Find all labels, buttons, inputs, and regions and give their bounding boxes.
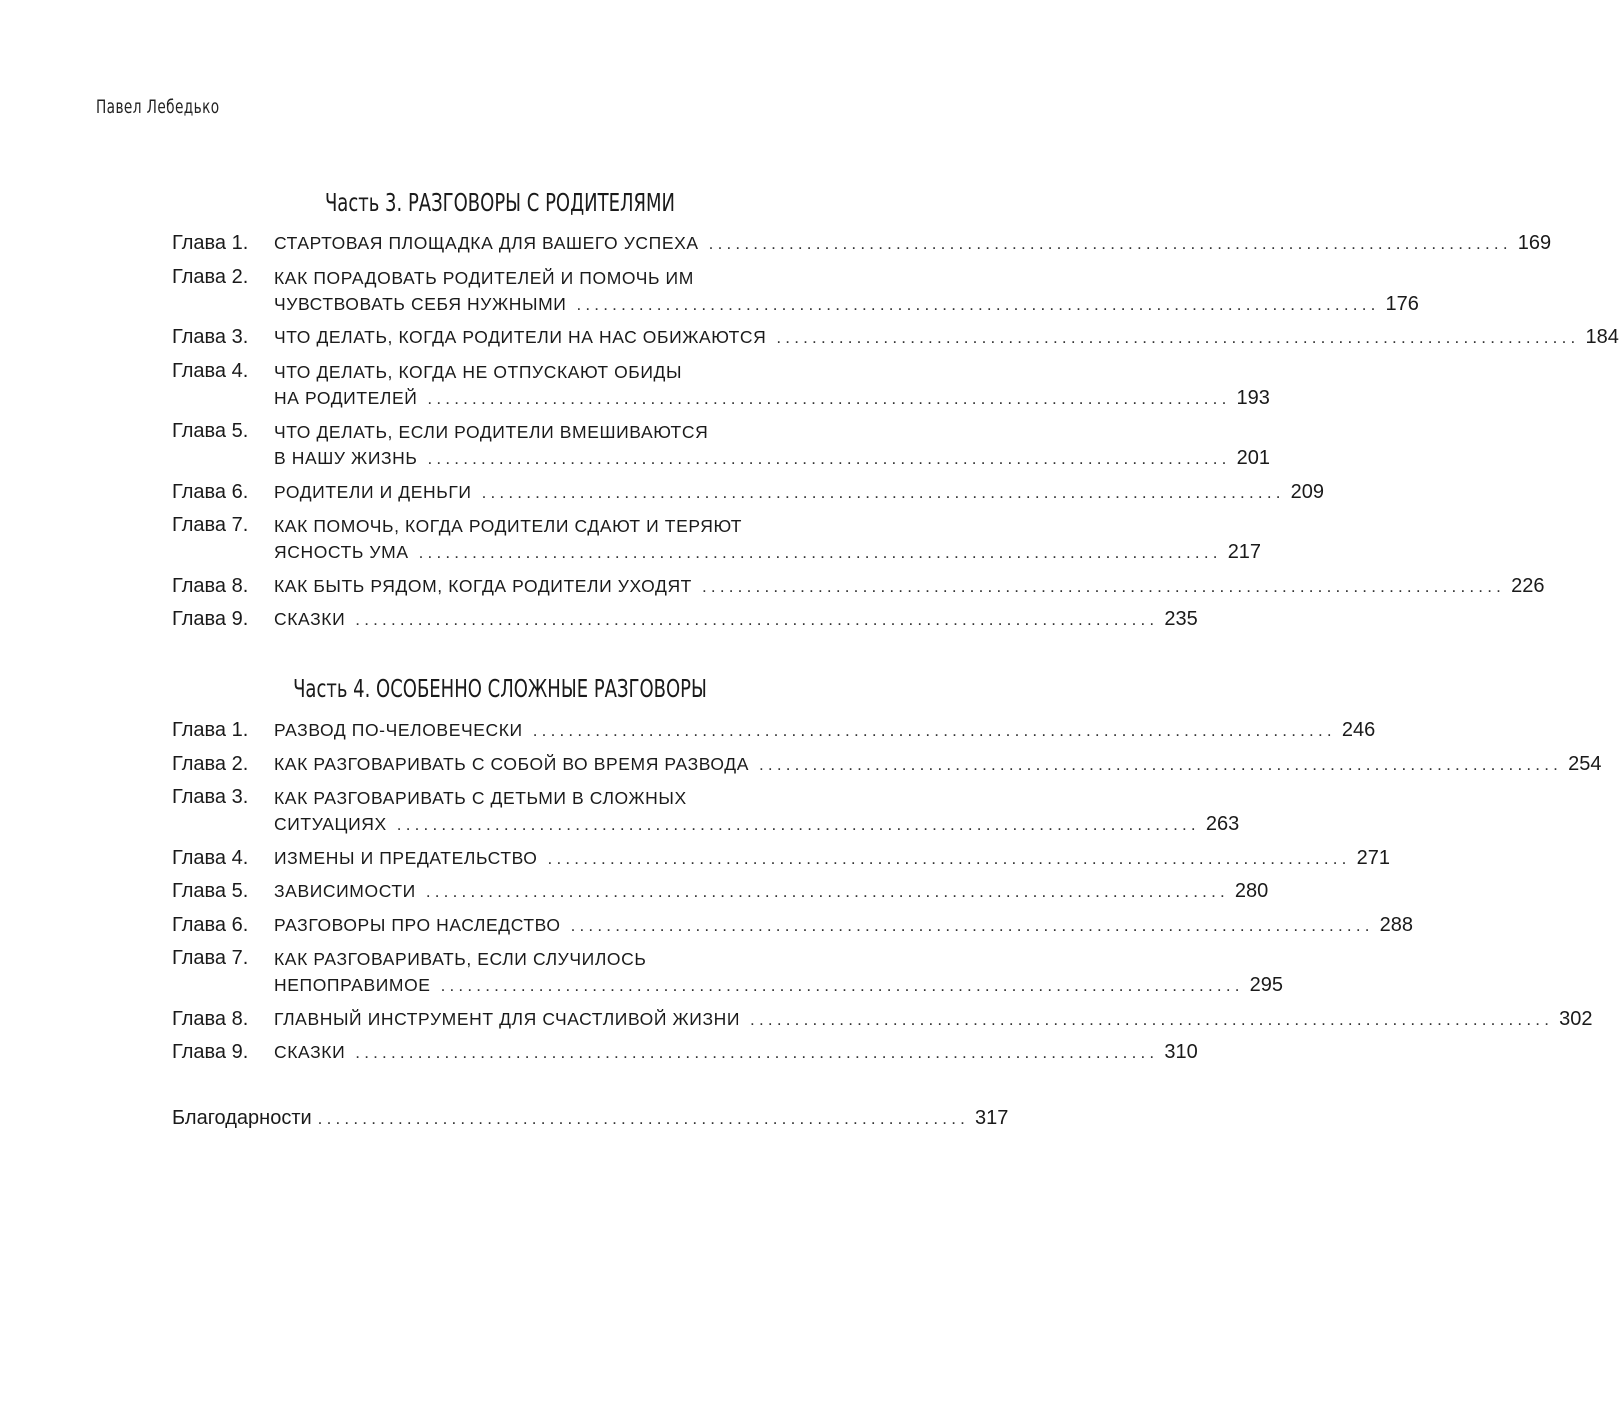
chapter-title-line: РАЗВОД ПО-ЧЕЛОВЕЧЕСКИ — [274, 720, 523, 740]
chapter-title-line: СТАРТОВАЯ ПЛОЩАДКА ДЛЯ ВАШЕГО УСПЕХА — [274, 233, 699, 253]
dot-leader: .......................................................................................... — [355, 1043, 1159, 1062]
page-number: 254 — [1568, 752, 1602, 775]
chapter-title-line: СИТУАЦИЯХ — [274, 814, 387, 834]
dot-leader: .......................................................................................... — [440, 976, 1244, 995]
part-3-toc — [172, 232, 1619, 642]
acknowledgements-label: Благодарности — [172, 1107, 312, 1129]
chapter-label: Глава 9. — [172, 1041, 249, 1063]
chapter-label: Глава 5. — [172, 420, 249, 442]
dot-leader: .......................................................................................... — [418, 543, 1222, 562]
toc-entry[interactable] — [172, 514, 1262, 575]
chapter-label: Глава 3. — [172, 326, 249, 348]
dot-leader: .......................................................................................... — [701, 576, 1506, 596]
chapter-label: Глава 8. — [172, 1007, 249, 1030]
chapter-label: Глава 6. — [172, 913, 249, 936]
page-number: 235 — [1164, 608, 1198, 630]
toc-entry[interactable] — [172, 574, 1545, 609]
chapter-title-line: ГЛАВНЫЙ ИНСТРУМЕНТ ДЛЯ СЧАСТЛИВОЙ ЖИЗНИ — [274, 1008, 741, 1029]
chapter-label: Глава 2. — [172, 752, 249, 775]
chapter-title-line: ИЗМЕНЫ И ПРЕДАТЕЛЬСТВО — [274, 847, 538, 868]
chapter-title-line: КАК РАЗГОВАРИВАТЬ С ДЕТЬМИ В СЛОЖНЫХ — [274, 788, 687, 808]
chapter-label: Глава 5. — [172, 880, 249, 902]
chapter-title-line: КАК БЫТЬ РЯДОМ, КОГДА РОДИТЕЛИ УХОДЯТ — [274, 575, 692, 596]
chapter-title-line: РОДИТЕЛИ И ДЕНЬГИ — [274, 481, 472, 502]
chapter-title-line: ЧТО ДЕЛАТЬ, КОГДА РОДИТЕЛИ НА НАС ОБИЖАЮТСЯ — [274, 327, 767, 347]
toc-entry[interactable] — [172, 786, 1240, 847]
chapter-title-line: КАК ПОРАДОВАТЬ РОДИТЕЛЕЙ И ПОМОЧЬ ИМ — [274, 267, 694, 288]
chapter-label: Глава 4. — [172, 359, 249, 382]
chapter-title-line: СКАЗКИ — [274, 1042, 346, 1062]
chapter-title-line: СКАЗКИ — [274, 609, 346, 629]
chapter-title-line: РАЗГОВОРЫ ПРО НАСЛЕДСТВО — [274, 914, 561, 935]
toc-entry[interactable] — [172, 232, 1552, 266]
toc-entry[interactable] — [172, 947, 1284, 1008]
page-number: 201 — [1236, 447, 1270, 469]
page-number: 193 — [1236, 386, 1270, 409]
chapter-label: Глава 8. — [172, 574, 249, 597]
chapter-title-line: В НАШУ ЖИЗНЬ — [274, 448, 418, 468]
toc-entry[interactable] — [172, 1007, 1593, 1042]
chapter-title-line: НА РОДИТЕЛЕЙ — [274, 387, 418, 408]
dot-leader: .......................................................................................... — [427, 449, 1231, 468]
acknowledgements-entry[interactable] — [172, 1107, 1009, 1130]
chapter-title-line: ЧТО ДЕЛАТЬ, ЕСЛИ РОДИТЕЛИ ВМЕШИВАЮТСЯ — [274, 422, 709, 442]
chapter-label: Глава 3. — [172, 786, 249, 808]
author-header: Павел Лебедько — [96, 96, 220, 118]
chapter-title-line: ЧУВСТВОВАТЬ СЕБЯ НУЖНЫМИ — [274, 293, 567, 314]
chapter-label: Глава 1. — [172, 719, 249, 741]
page-number: 169 — [1517, 232, 1552, 254]
toc-entry[interactable] — [172, 719, 1376, 753]
chapter-label: Глава 9. — [172, 608, 249, 630]
part-4-title: Часть 4. ОСОБЕННО СЛОЖНЫЕ РАЗГОВОРЫ — [293, 674, 707, 703]
dot-leader: .......................................................................................... — [481, 482, 1285, 502]
dot-leader: .......................................................................................... — [570, 915, 1374, 935]
page-number: 302 — [1559, 1007, 1593, 1030]
page-number: 295 — [1249, 974, 1284, 996]
part-4-toc — [172, 719, 1602, 1075]
chapter-title-line: ЧТО ДЕЛАТЬ, КОГДА НЕ ОТПУСКАЮТ ОБИДЫ — [274, 361, 683, 382]
page-number: 226 — [1511, 574, 1545, 597]
chapter-title-line: ЯСНОСТЬ УМА — [274, 542, 409, 562]
chapter-label: Глава 4. — [172, 846, 249, 869]
toc-entry[interactable] — [172, 326, 1619, 360]
part-3-title: Часть 3. РАЗГОВОРЫ С РОДИТЕЛЯМИ — [324, 188, 676, 217]
chapter-title-line: НЕПОПРАВИМОЕ — [274, 975, 431, 995]
chapter-label: Глава 1. — [172, 232, 249, 254]
toc-entry[interactable] — [172, 480, 1325, 515]
toc-entry[interactable] — [172, 913, 1414, 948]
page-number: 288 — [1379, 913, 1414, 936]
toc-entry[interactable] — [172, 846, 1390, 881]
toc-entry[interactable] — [172, 359, 1270, 421]
dot-leader: .......................................................................................... — [532, 721, 1336, 740]
dot-leader: .......................................................................................... — [425, 882, 1229, 901]
toc-entry[interactable] — [172, 752, 1602, 787]
dot-leader: .......................................................................................... — [708, 234, 1512, 253]
page-number: 217 — [1227, 541, 1262, 563]
chapter-title-line: КАК РАЗГОВАРИВАТЬ, ЕСЛИ СЛУЧИЛОСЬ — [274, 949, 647, 969]
page-number: 263 — [1205, 813, 1240, 835]
toc-entry[interactable] — [172, 1041, 1198, 1075]
dot-leader: ......................................................................... — [317, 1109, 970, 1128]
page-number: 317 — [975, 1107, 1009, 1129]
chapter-title-line: КАК РАЗГОВАРИВАТЬ С СОБОЙ ВО ВРЕМЯ РАЗВОДА — [274, 753, 749, 774]
page-number: 184 — [1585, 326, 1619, 348]
dot-leader: .......................................................................................... — [396, 815, 1200, 834]
chapter-label: Глава 6. — [172, 480, 249, 503]
chapter-label: Глава 7. — [172, 514, 249, 536]
page-number: 280 — [1234, 880, 1269, 902]
toc-entry[interactable] — [172, 420, 1270, 481]
page-number: 176 — [1385, 292, 1419, 315]
page-number: 271 — [1356, 846, 1390, 869]
dot-leader: .......................................................................................... — [776, 328, 1580, 347]
chapter-label: Глава 7. — [172, 947, 249, 969]
chapter-title-line: ЗАВИСИМОСТИ — [274, 881, 416, 901]
page-number: 246 — [1341, 719, 1376, 741]
page-number: 310 — [1164, 1041, 1198, 1063]
dot-leader: .......................................................................................... — [547, 848, 1351, 868]
toc-entry[interactable] — [172, 265, 1419, 327]
toc-entry[interactable] — [172, 880, 1269, 914]
dot-leader: .......................................................................................... — [355, 610, 1159, 629]
dot-leader: .......................................................................................... — [576, 294, 1380, 314]
page-number: 209 — [1290, 480, 1325, 503]
chapter-label: Глава 2. — [172, 265, 249, 288]
dot-leader: .......................................................................................... — [750, 1009, 1554, 1029]
chapter-title-line: КАК ПОМОЧЬ, КОГДА РОДИТЕЛИ СДАЮТ И ТЕРЯЮТ — [274, 516, 743, 536]
dot-leader: .......................................................................................... — [758, 754, 1563, 774]
dot-leader: .......................................................................................... — [427, 388, 1231, 408]
toc-entry[interactable] — [172, 608, 1198, 642]
